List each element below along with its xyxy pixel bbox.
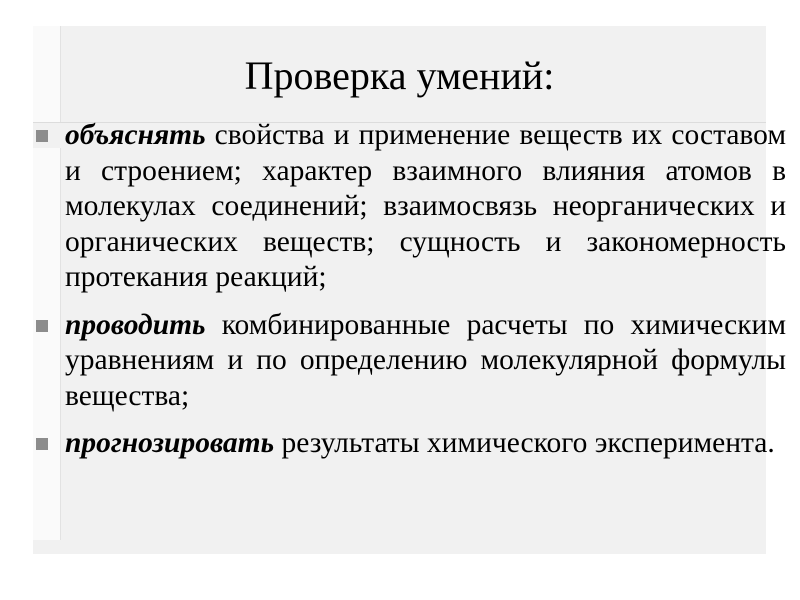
square-bullet-icon [36,130,48,142]
bullet-keyword: проводить [65,308,206,341]
square-bullet-icon [36,438,48,450]
bullet-keyword: объяснять [65,119,206,151]
bullet-list [36,118,786,462]
bullet-item-calculate [36,308,786,415]
slide-title: Проверка умений: [244,53,555,98]
square-bullet-icon [36,320,48,332]
bullet-keyword: прогнозировать [65,427,275,459]
bullet-text: результаты химического эксперимента. [274,427,775,459]
bullet-item-predict [36,426,786,462]
bullet-text: комбинированные расчеты по химическим уравнениям и по определению молекулярной формулы вещества; [65,308,786,412]
bullet-text: свойства и применение веществ их составом и строением; характер взаимного влияния атомов в молекулах соединений; взаимосвязь неорганических и органических веществ; сущность и закономерность протекания реакций; [65,119,786,293]
bullet-item-explain [36,118,786,296]
